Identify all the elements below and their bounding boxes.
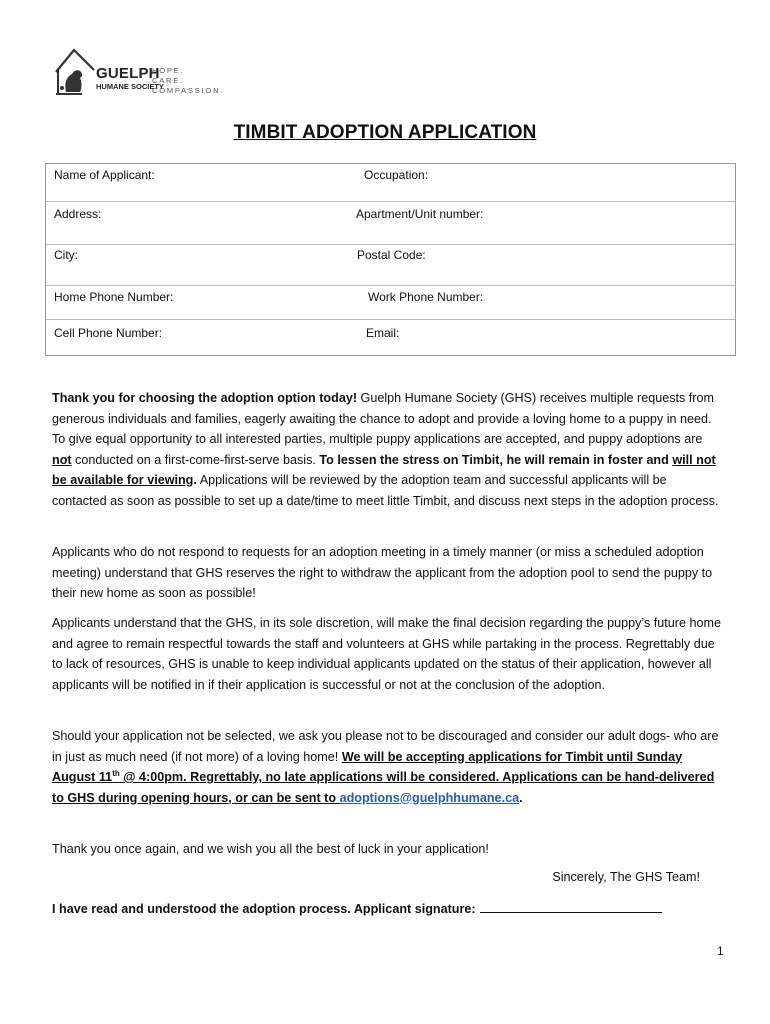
logo-subtitle: HUMANE SOCIETY <box>96 82 164 91</box>
not-emphasis: not <box>52 452 72 467</box>
tagline-compassion: COMPASSION. <box>152 86 225 95</box>
signature-label: I have read and understood the adoption process. Applicant signature: <box>52 902 476 916</box>
signature-field[interactable] <box>480 900 662 913</box>
adoptions-email-link[interactable]: adoptions@guelphhumane.ca <box>339 790 520 805</box>
response-text: Applicants who do not respond to requests for an adoption meeting in a timely manner (or miss a scheduled adoption meeting) understand that GHS reserves the right to withdraw the applicant from the adoption pool to send the puppy to their new home as soon as possible! <box>52 545 713 600</box>
form-row-divider <box>46 201 735 202</box>
response-paragraph <box>52 542 724 604</box>
cell-phone-field[interactable]: Cell Phone Number: <box>54 326 163 340</box>
name-of-applicant-field[interactable]: Name of Applicant: <box>54 168 155 182</box>
page-title: TIMBIT ADOPTION APPLICATION <box>233 122 537 143</box>
not-available-notice: will not be available for viewing <box>52 452 716 487</box>
thank-you-text: Thank you once again, and we wish you all the best of luck in your application! <box>52 842 489 856</box>
form-row-divider <box>46 319 735 320</box>
home-phone-field[interactable]: Home Phone Number: <box>54 290 174 304</box>
guelph-humane-society-logo <box>52 44 242 100</box>
signoff: Sincerely, The GHS Team! <box>552 870 700 884</box>
tagline-hope: HOPE. <box>152 66 185 75</box>
applicant-info-form <box>45 163 736 356</box>
deadline-paragraph <box>52 726 724 808</box>
form-row-divider <box>46 244 735 245</box>
deadline-intro-text: Should your application not be selected, we ask you please not to be discouraged and consider our adult dogs- who are in just as much need (if not more) of a loving home! <box>52 729 719 764</box>
address-field[interactable]: Address: <box>54 207 102 221</box>
house-dog-icon <box>52 44 98 96</box>
form-row-divider <box>46 285 735 286</box>
tagline-care: CARE. <box>152 76 184 85</box>
deadline-notice-part1: We will be accepting applications for Timbit until Sunday August 11 <box>52 749 683 784</box>
logo-name: GUELPH <box>96 65 160 82</box>
signature-line <box>52 900 662 916</box>
occupation-field[interactable]: Occupation: <box>364 168 429 182</box>
thank-you-paragraph <box>52 839 724 860</box>
decision-text: Applicants understand that the GHS, in its sole discretion, will make the final decision regarding the puppy’s future home and agree to remain respectful towards the staff and volunteers at GHS while partaking in the process. Regrettably due to lack of resources, GHS is unable to keep individual applicants updated on the status of their application, however all applicants will be notified in if their application is successful or not at the conclusion of the adoption. <box>52 616 722 692</box>
deadline-notice-part2: @ 4:00pm. Regrettably, no late applications will be considered. Applications can be hand-delivered to GHS during opening hours, or can be sent to <box>52 770 715 805</box>
intro-text-3: Applications will be reviewed by the adoption team and successful applicants will be contacted as soon as possible to set up a date/time to meet little Timbit, and discuss next steps in the adoption process. <box>52 473 719 508</box>
decision-paragraph <box>52 613 724 695</box>
deadline-period: . <box>519 790 523 805</box>
work-phone-field[interactable]: Work Phone Number: <box>368 290 484 304</box>
notice-period: . <box>193 473 197 487</box>
city-field[interactable]: City: <box>54 248 78 262</box>
page-number: 1 <box>717 944 724 958</box>
stress-notice: To lessen the stress on Timbit, he will remain in foster and <box>319 452 673 467</box>
logo-tagline <box>152 66 224 96</box>
postal-code-field[interactable]: Postal Code: <box>357 248 426 262</box>
intro-bold-text: Thank you for choosing the adoption option today! <box>52 391 358 405</box>
intro-text: Guelph Humane Society (GHS) receives multiple requests from generous individuals and families, eagerly awaiting the chance to adopt and provide a loving home to a puppy in need. To give equal opportunity to all interested parties, multiple puppy applications are accepted, and puppy adoptions are <box>52 391 714 446</box>
intro-text-2: conducted on a first-come-first-serve basis. <box>71 452 320 467</box>
date-suffix: th <box>112 768 120 778</box>
email-field[interactable]: Email: <box>366 326 400 340</box>
intro-paragraph <box>52 388 724 511</box>
apartment-unit-field[interactable]: Apartment/Unit number: <box>356 207 484 221</box>
